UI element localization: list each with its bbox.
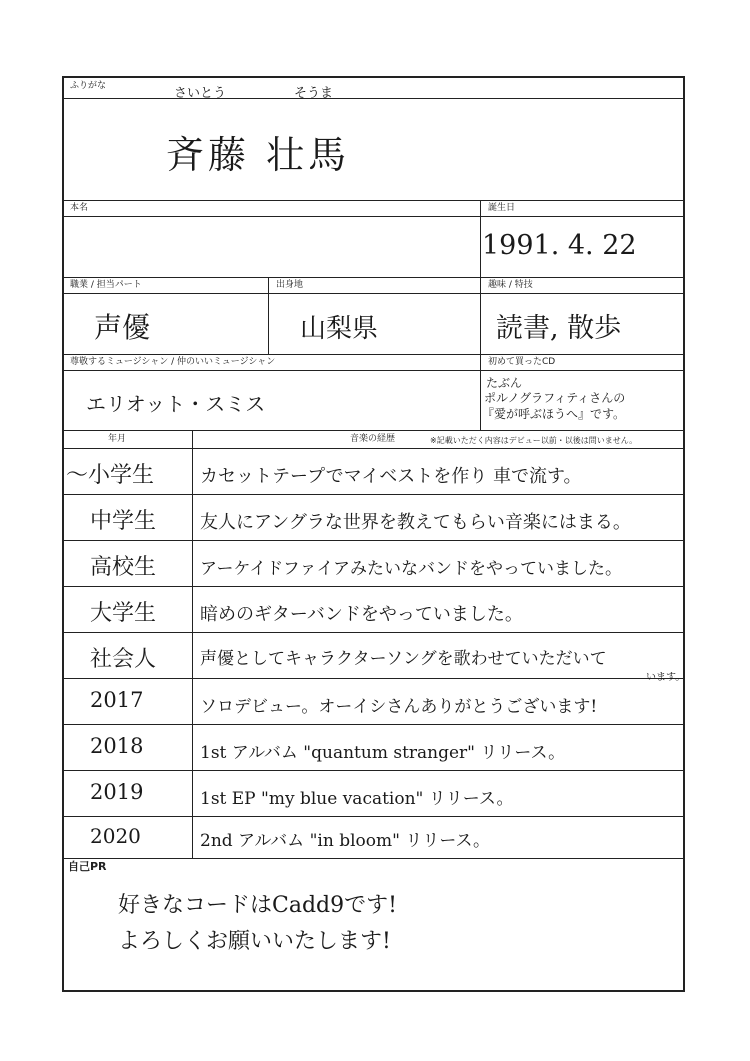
divider bbox=[64, 293, 683, 294]
history-period: 社会人 bbox=[90, 647, 157, 672]
divider bbox=[64, 540, 683, 541]
history-text: 暗めのギターバンドをやっていました。 bbox=[200, 604, 523, 625]
divider bbox=[64, 724, 683, 725]
occupation-value: 声優 bbox=[94, 311, 151, 344]
history-period: 2020 bbox=[90, 824, 141, 848]
divider bbox=[64, 858, 683, 859]
history-text: 1st EP "my blue vacation" リリース。 bbox=[200, 789, 514, 809]
divider bbox=[64, 448, 683, 449]
divider bbox=[64, 494, 683, 495]
history-label: 音楽の経歴 bbox=[350, 434, 396, 444]
history-period: 〜小学生 bbox=[66, 463, 155, 488]
divider bbox=[64, 678, 683, 679]
history-period: 高校生 bbox=[90, 555, 157, 580]
history-text-overflow: います。 bbox=[646, 672, 686, 683]
hobby-value: 読書, 散歩 bbox=[496, 313, 622, 344]
name-value: 斉藤 壮馬 bbox=[166, 133, 351, 177]
divider bbox=[268, 277, 269, 354]
history-period: 2018 bbox=[90, 734, 144, 758]
divider bbox=[64, 216, 683, 217]
self-pr-line-2: よろしくお願いいたします! bbox=[118, 929, 391, 954]
divider bbox=[64, 586, 683, 587]
first-cd-line-3: 『愛が呼ぶほうへ』です。 bbox=[482, 407, 626, 421]
self-pr-label: 自己PR bbox=[68, 860, 107, 873]
self-pr-line-1: 好きなコードはCadd9です! bbox=[118, 893, 397, 918]
divider bbox=[64, 632, 683, 633]
furigana-label: ふりがな bbox=[70, 81, 107, 91]
profile-form bbox=[62, 76, 685, 992]
divider bbox=[64, 770, 683, 771]
history-text: 声優としてキャラクターソングを歌わせていただいて bbox=[200, 649, 607, 669]
history-text: 2nd アルバム "in bloom" リリース。 bbox=[200, 831, 490, 851]
hometown-value: 山梨県 bbox=[300, 314, 379, 344]
divider bbox=[64, 430, 683, 431]
year-month-label: 年月 bbox=[108, 434, 127, 444]
divider bbox=[64, 98, 683, 99]
divider bbox=[64, 277, 683, 278]
history-text: アーケイドファイアみたいなバンドをやっていました。 bbox=[200, 559, 622, 579]
history-period: 大学生 bbox=[90, 601, 157, 626]
history-period: 中学生 bbox=[90, 509, 157, 534]
divider bbox=[64, 200, 683, 201]
respected-value: エリオット・スミス bbox=[86, 392, 266, 416]
divider bbox=[192, 430, 193, 858]
hobby-label: 趣味 / 特技 bbox=[488, 280, 533, 290]
history-text: 友人にアングラな世界を教えてもらい音楽にはまる。 bbox=[200, 512, 631, 533]
first-cd-line-1: たぶん bbox=[486, 376, 523, 390]
furigana-mei: そうま bbox=[294, 86, 334, 101]
honmyo-label: 本名 bbox=[70, 203, 89, 213]
respected-label: 尊敬するミュージシャン / 仲のいいミュージシャン bbox=[70, 357, 276, 367]
first-cd-line-2: ポルノグラフィティさんの bbox=[484, 391, 626, 405]
first-cd-label: 初めて買ったCD bbox=[488, 357, 556, 367]
divider bbox=[64, 370, 683, 371]
hometown-label: 出身地 bbox=[276, 280, 304, 290]
history-period: 2019 bbox=[90, 780, 144, 804]
divider bbox=[64, 816, 683, 817]
history-text: 1st アルバム "quantum stranger" リリース。 bbox=[200, 743, 566, 763]
furigana-sei: さいとう bbox=[174, 86, 227, 101]
birthday-label: 誕生日 bbox=[488, 203, 516, 213]
history-period: 2017 bbox=[90, 688, 144, 712]
divider bbox=[64, 354, 683, 355]
occupation-label: 職業 / 担当パート bbox=[70, 280, 142, 290]
history-text: ソロデビュー。オーイシさんありがとうございます! bbox=[200, 697, 598, 717]
divider bbox=[480, 200, 481, 430]
birthday-value: 1991. 4. 22 bbox=[482, 230, 637, 261]
history-note: ※記載いただく内容はデビュー以前・以後は問いません。 bbox=[430, 436, 638, 445]
history-text: カセットテープでマイベストを作り 車で流す。 bbox=[200, 466, 582, 487]
